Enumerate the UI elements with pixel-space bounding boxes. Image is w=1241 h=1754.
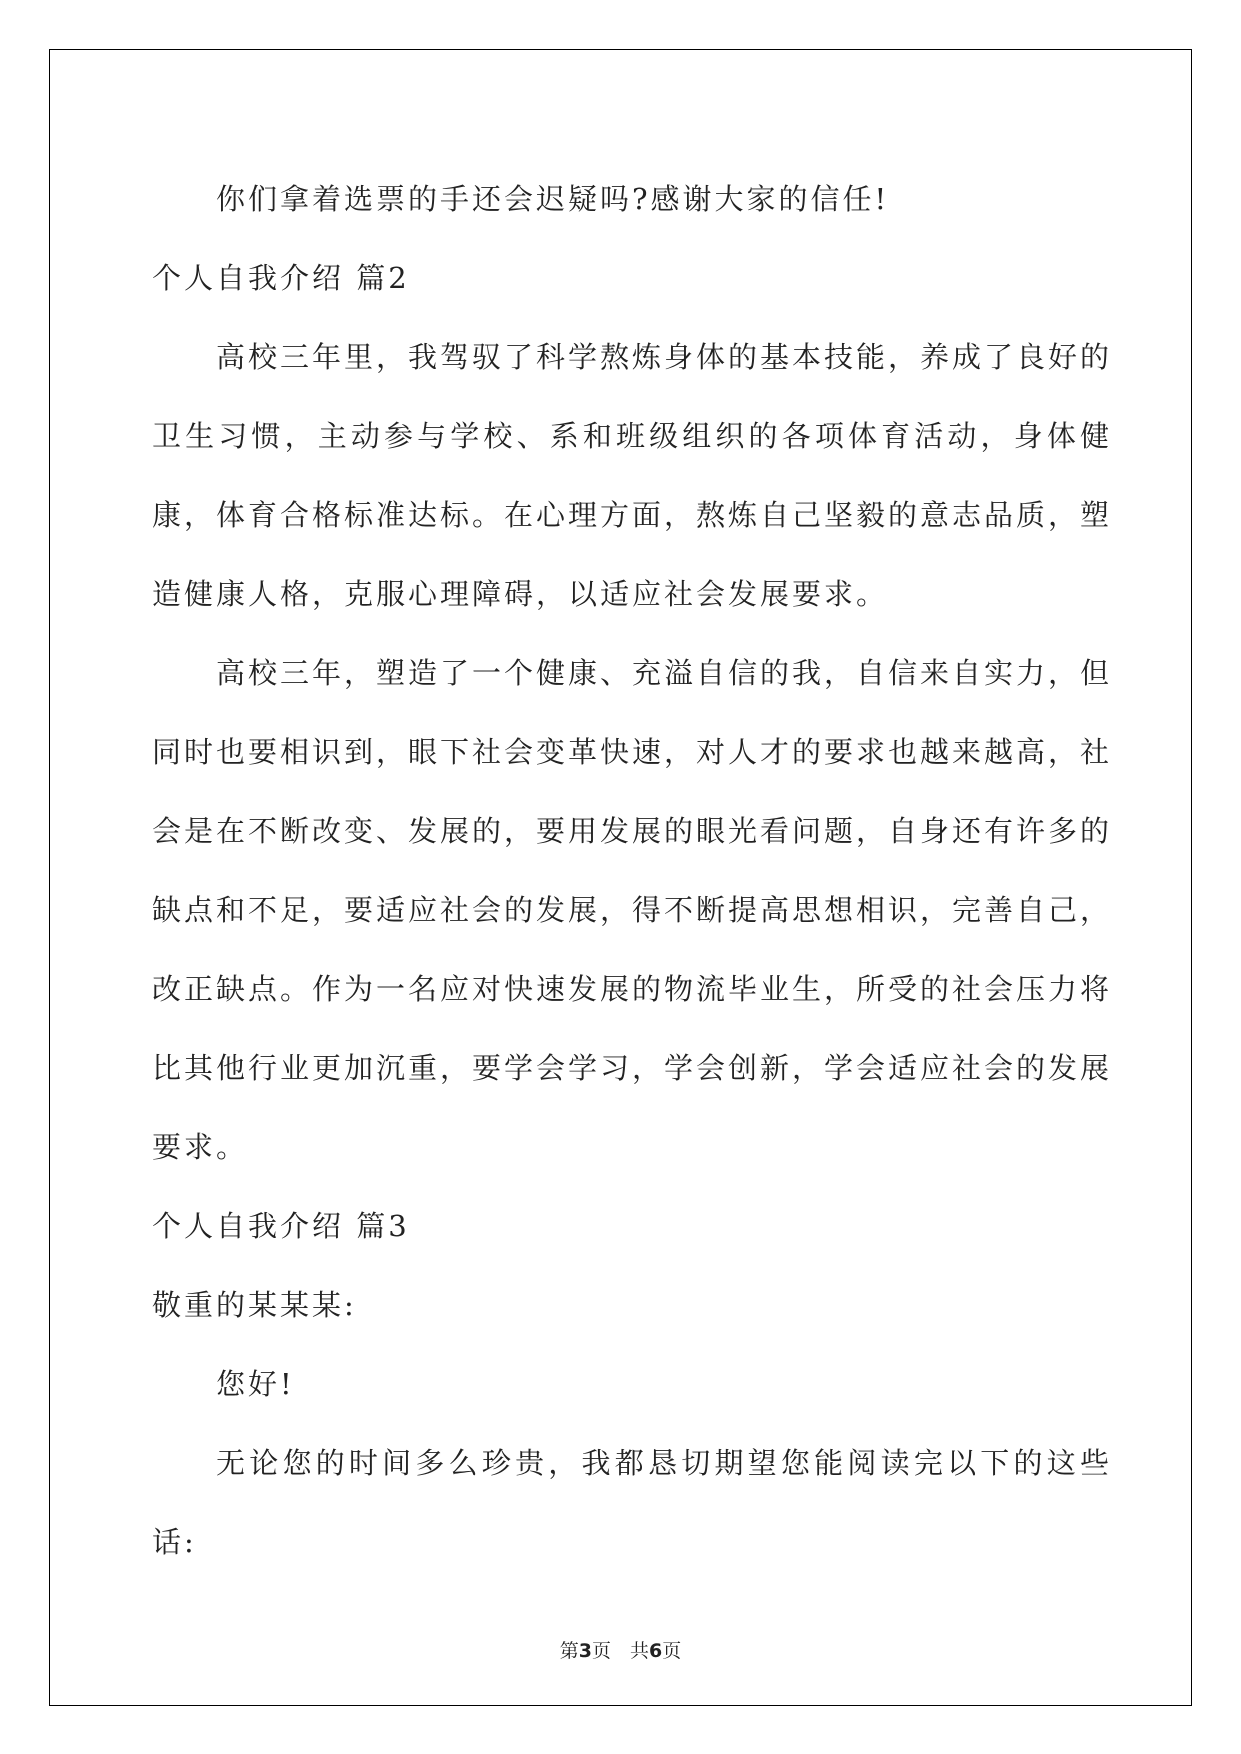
paragraph-request-reading: 无论您的时间多么珍贵，我都恳切期望您能阅读完以下的这些话:: [152, 1446, 1112, 1559]
section-heading-2: 个人自我介绍 篇2: [152, 261, 410, 295]
greeting: 您好!: [216, 1367, 295, 1401]
footer-mid: 页 共: [591, 1640, 649, 1662]
paragraph-physical-health: 高校三年里，我驾驭了科学熬炼身体的基本技能，养成了良好的卫生习惯，主动参与学校、系和班级组织的各项体育活动，身体健康，体育合格标准达标。在心理方面，熬炼自己坚毅的意志品质，塑造健康人格，克服心理障碍，以适应社会发展要求。: [152, 340, 1113, 611]
footer-prefix: 第: [559, 1640, 579, 1662]
current-page-number: 3: [578, 1640, 592, 1662]
salutation: 敬重的某某某:: [152, 1288, 357, 1322]
section-heading-3: 个人自我介绍 篇3: [152, 1209, 410, 1243]
paragraph-self-confidence: 高校三年，塑造了一个健康、充溢自信的我，自信来自实力，但同时也要相识到，眼下社会变革快速，对人才的要求也越来越高，社会是在不断改变、发展的，要用发展的眼光看问题，自身还有许多的缺点和不足，要适应社会的发展，得不断提高思想相识，完善自己，改正缺点。作为一名应对快速发展的物流毕业生，所受的社会压力将比其他行业更加沉重，要学会学习，学会创新，学会适应社会的发展要求。: [152, 656, 1113, 1164]
document-body: [152, 160, 1112, 1582]
total-page-number: 6: [649, 1640, 663, 1662]
page-footer: [0, 1636, 1241, 1663]
paragraph-closing-remark: 你们拿着选票的手还会迟疑吗?感谢大家的信任!: [216, 182, 890, 216]
footer-suffix: 页: [662, 1640, 682, 1662]
